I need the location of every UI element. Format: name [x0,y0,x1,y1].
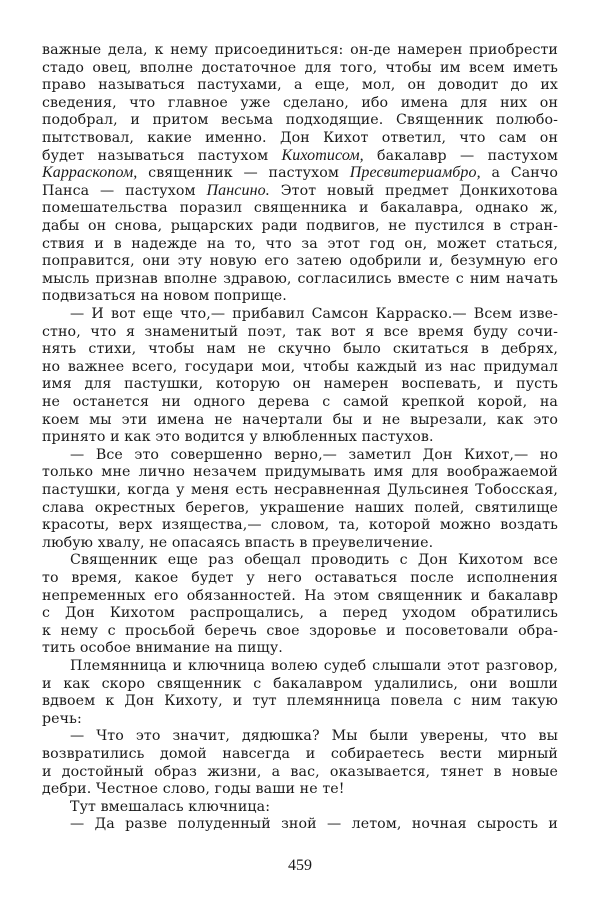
text-segment: красоты, верх изящества,— словом, та, которой можно воздать [42,517,558,534]
text-line [42,622,558,640]
text-line [42,375,558,393]
text-segment: — И вот еще что,— прибавил Самсон Карраско.— Всем изве- [70,306,558,322]
text-segment: важные дела, к нему присоединиться: он-де намерен приобрести [42,42,558,58]
text-segment: Этот новый предмет Донкихотова [269,182,558,199]
text-line [42,499,558,517]
text-segment: — Да разве полуденный зной — летом, ночная сырость и [70,816,558,833]
text-segment: дебри. Честное слово, годы ваши не те! [42,781,345,798]
text-line [42,252,558,270]
text-line [70,446,558,464]
text-segment: но важнее всего, государи мои, чтобы каждый из нас придумал [42,358,558,375]
text-segment: право называться пастухами, а еще, мол, он доводит до их [42,77,558,94]
text-segment: Тут вмешалась ключница: [70,798,271,815]
italic-name: Кихотисом, [281,146,364,164]
text-line [70,305,558,323]
text-line [42,639,558,657]
italic-name: Пресвитериамбро, [349,164,481,182]
text-segment: непременных его обязанностей. На этом священник и бакалавр [42,587,558,604]
text-segment: Племянница и ключница волею судеб слышали этот разговор, [70,658,558,674]
text-segment: священник — пастухом [137,165,350,182]
italic-name: Пансино. [206,181,270,199]
text-line [42,129,558,147]
text-line [42,481,558,499]
text-line [70,815,558,833]
text-line [42,340,558,358]
text-line [42,692,558,710]
text-line [42,41,558,59]
text-segment: бакалавр — пастухом [363,147,558,164]
text-line [42,463,558,481]
text-line [42,287,558,305]
text-segment: будет называться пастухом [42,147,282,164]
text-line [42,323,558,341]
text-line [42,217,558,235]
page-number: 459 [288,857,312,874]
text-line [42,569,558,587]
text-segment: и достойный образ жизни, а вас, оказывается, тянет в новые [42,763,558,780]
text-segment: речь: [42,710,82,727]
text-segment: дабы он снова, рыцарских ради подвигов, не пустился в стран- [42,218,558,234]
text-line [42,94,558,112]
text-segment: только мне лично незачем придумывать имя для воображаемой [42,464,558,481]
text-segment: стадо овец, вполне достаточное для того, чтобы им всем иметь [42,59,558,76]
text-segment: подобрал, и притом весьма подходящие. Священник полюбо- [42,112,558,129]
text-segment: ствия и в надежде на то, что за этот год он, может статься, [42,235,558,252]
text-segment: и как скоро священник с бакалавром удалились, они вошли [42,675,558,692]
text-line [70,798,558,816]
text-segment: пытствовал, какие именно. Дон Кихот ответил, что сам он [42,130,558,146]
text-line [42,780,558,798]
text-line [42,516,558,534]
text-line [42,111,558,129]
text-line [42,59,558,77]
text-segment: с Дон Кихотом распрощались, а перед уходом обратились [42,605,558,622]
text-segment: сведения, что главное уже сделано, ибо имена для них он [42,94,558,111]
text-segment: принято и как это водится у влюбленных пастухов. [42,429,434,446]
text-segment: мысль признав вполне здравою, согласились вместе с ним начать [42,270,558,287]
text-segment: стно, что я знаменитый поэт, так вот я все время буду сочи- [42,323,558,340]
text-segment: — Все это совершенно верно,— заметил Дон Кихот,— но [70,446,558,463]
text-line [42,199,558,217]
text-segment: тить особое внимание на пищу. [42,640,283,657]
text-line [42,270,558,288]
text-line [42,393,558,411]
text-line [42,604,558,622]
text-segment: к нему с просьбой беречь свое здоровье и посоветовали обра- [42,622,558,639]
text-line [42,76,558,94]
text-line [42,534,558,552]
text-line [42,411,558,429]
text-segment: а Санчо [480,165,558,182]
text-segment: Панса — пастухом [42,182,207,199]
text-line [42,235,558,253]
italic-name: Карраскоnом, [42,164,138,182]
text-line [42,428,558,446]
text-segment: то время, какое будет у него оставаться после исполнения [42,570,558,586]
text-segment: помешательства поразил священника и бакалавра, однако ж, [42,200,558,217]
text-line [70,657,558,675]
text-segment: имя для пастушки, которую он намерен воспевать, и пусть [42,376,558,393]
text-segment: нять стихи, чтобы нам не скучно было скитаться в дебрях, [42,341,558,358]
text-line [42,358,558,376]
text-line [42,675,558,693]
text-line [70,551,558,569]
text-segment: подвизаться на новом поприще. [42,288,287,305]
text-line [70,727,558,745]
text-line [42,763,558,781]
text-line [42,710,558,728]
text-line [42,182,558,200]
text-segment: поправится, они эту новую его затею одобрили и, безумную его [42,253,558,270]
text-segment: не останется ни одного дерева с самой крепкой корой, на [42,394,558,410]
text-segment: любую хвалу, не опасаясь впасть в преувеличение. [42,534,434,551]
text-segment: Священник еще раз обещал проводить с Дон Кихотом все [70,552,558,569]
text-segment: коем мы эти имена не начертали бы и не вырезали, как это [42,411,558,428]
text-segment: возвратились домой навсегда и собираетесь вести мирный [42,746,558,762]
text-segment: слава окрестных берегов, украшение наших полей, святилище [42,499,558,516]
text-segment: — Что это значит, дядюшка? Мы были уверены, что вы [70,728,558,745]
text-segment: вдвоем к Дон Кихоту, и тут племянница повела с ним такую [42,693,558,710]
text-line [42,745,558,763]
text-line [42,587,558,605]
text-line [42,164,558,182]
text-line [42,147,558,165]
text-segment: пастушки, когда у меня есть несравненная Дульсинея Тобосская, [42,482,558,498]
